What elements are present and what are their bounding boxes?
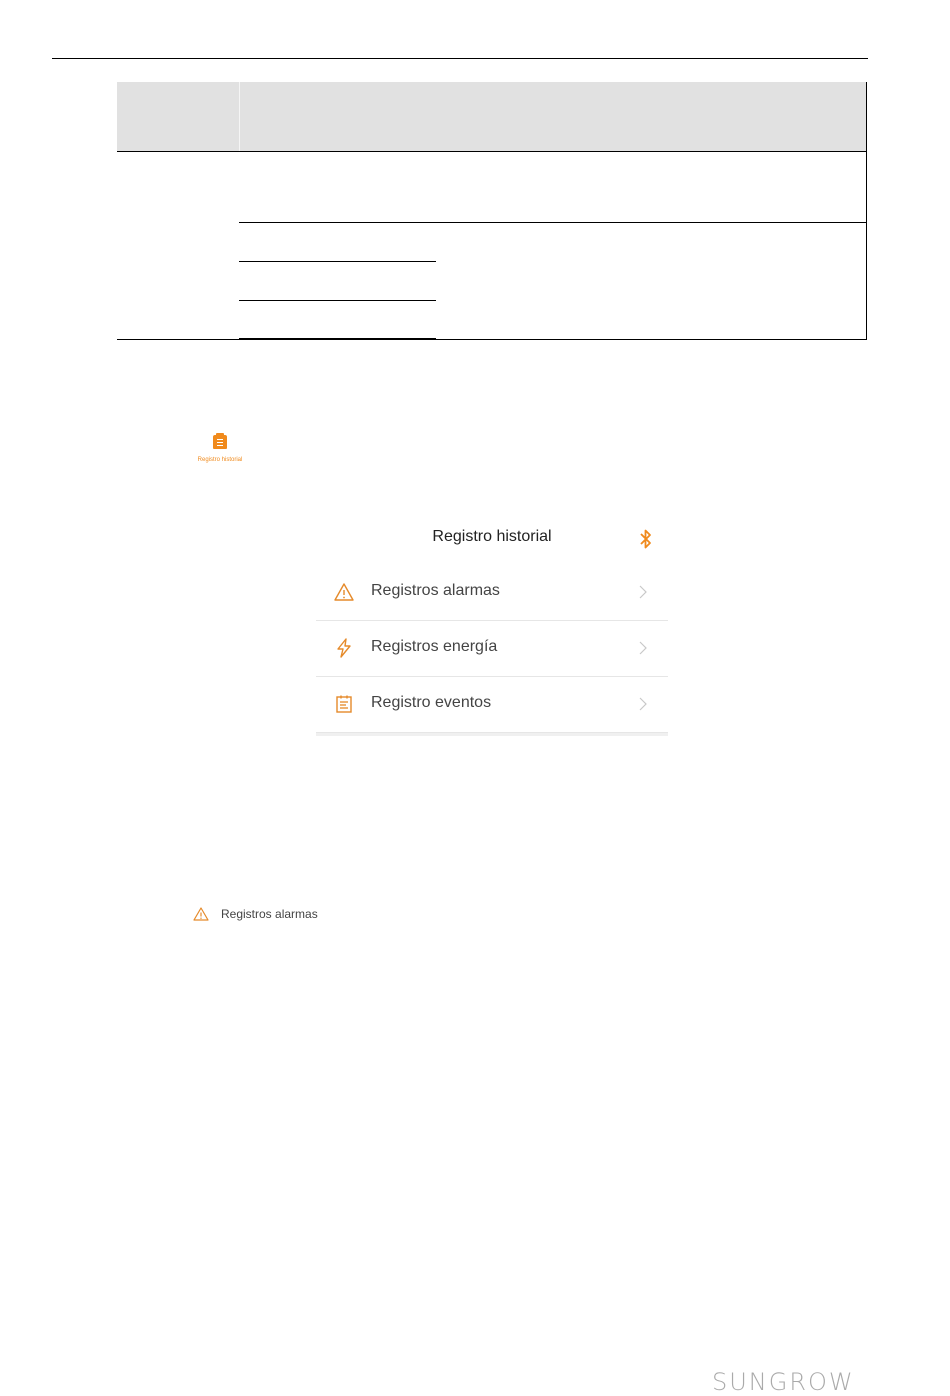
lightning-bolt-icon: [333, 637, 355, 659]
table-header-divider: [239, 82, 240, 151]
clipboard-list-icon: [333, 693, 355, 715]
chevron-right-icon: [638, 640, 648, 656]
menu-item-alarm-records[interactable]: [316, 564, 668, 621]
sungrow-logo: SUNGROW: [712, 1368, 855, 1396]
history-record-nav-icon[interactable]: [188, 435, 252, 463]
page-top-rule: [52, 58, 868, 59]
chevron-right-icon: [638, 696, 648, 712]
alarm-records-reference-label: Registros alarmas: [221, 907, 318, 921]
screen-title: Registro historial: [432, 528, 552, 545]
menu-item-label: Registro eventos: [371, 694, 492, 711]
menu-item-event-records[interactable]: [316, 676, 668, 733]
table-header-row: [117, 82, 867, 151]
warning-triangle-icon: [333, 581, 355, 603]
chevron-right-icon: [638, 584, 648, 600]
table-bottom-border: [117, 339, 867, 340]
warning-triangle-icon: [193, 906, 209, 922]
table-row-divider: [117, 151, 867, 152]
bluetooth-icon[interactable]: [639, 528, 653, 550]
table-right-border: [866, 82, 867, 340]
history-screen: [316, 516, 668, 738]
history-record-icon: [213, 435, 227, 449]
table-bottom-border-thick: [239, 338, 436, 340]
nav-icon-caption: Registro historial: [197, 457, 243, 463]
menu-item-energy-records[interactable]: [316, 620, 668, 677]
menu-item-label: Registros alarmas: [371, 582, 500, 599]
screen-bottom-shadow: [316, 733, 668, 736]
table-row-divider: [239, 222, 867, 223]
table-subrow-divider: [239, 300, 436, 301]
menu-item-label: Registros energía: [371, 638, 498, 655]
table-subrow-divider: [239, 261, 436, 262]
